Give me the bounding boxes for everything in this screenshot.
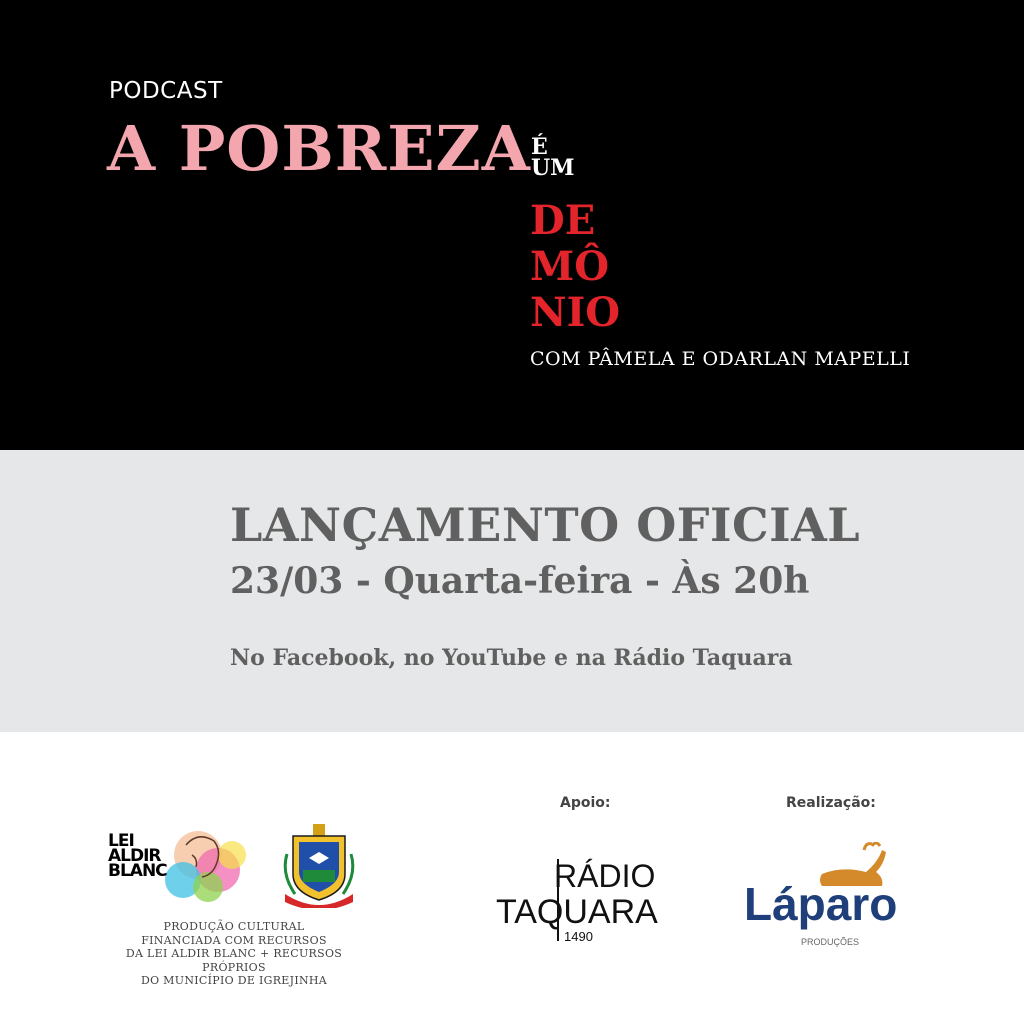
realization-label: Realização: xyxy=(786,795,876,811)
word-demon-1: DE xyxy=(530,197,596,244)
radio-taquara-logo xyxy=(496,855,676,945)
launch-heading: LANÇAMENTO OFICIAL xyxy=(230,498,861,552)
lei-aldir-blanc-text: LEI ALDIR BLANC xyxy=(108,831,167,881)
svg-text:PRODUÇÕES: PRODUÇÕES xyxy=(801,937,860,947)
svg-text:TAQUARA: TAQUARA xyxy=(496,893,658,931)
support-label: Apoio: xyxy=(560,795,611,811)
svg-text:RÁDIO: RÁDIO xyxy=(554,858,656,894)
word-um: UM xyxy=(531,155,575,181)
podcast-title: A POBREZA xyxy=(107,112,531,185)
word-demon-2: MÔ xyxy=(530,243,610,290)
svg-text:1490: 1490 xyxy=(564,929,593,944)
launch-date: 23/03 - Quarta-feira - Às 20h xyxy=(230,560,810,602)
municipal-crest-icon xyxy=(283,824,355,908)
word-demon-3: NIO xyxy=(530,289,621,336)
word-e: É xyxy=(531,134,548,160)
podcast-label: PODCAST xyxy=(109,78,223,104)
svg-text:Láparo: Láparo xyxy=(744,878,898,930)
hosts-line: COM PÂMELA E ODARLAN MAPELLI xyxy=(530,348,911,370)
header-banner xyxy=(0,0,1024,450)
funding-notice: PRODUÇÃO CULTURAL FINANCIADA COM RECURSOS DA LEI ALDIR BLANC + RECURSOS PRÓPRIOS DO MUNICÍPIO DE IGREJINHA xyxy=(125,920,343,987)
launch-platforms: No Facebook, no YouTube e na Rádio Taquara xyxy=(230,645,793,671)
laparo-logo xyxy=(744,842,919,952)
